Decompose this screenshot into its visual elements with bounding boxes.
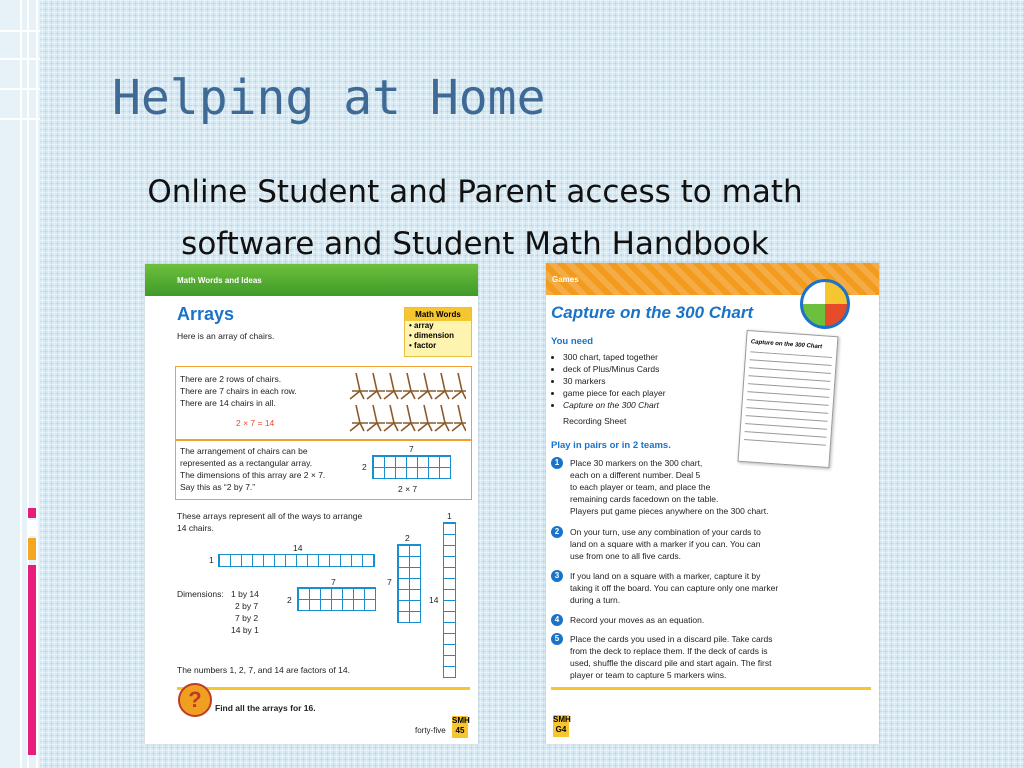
array-2x7	[372, 455, 451, 479]
page-header	[145, 264, 478, 296]
accent-bar	[28, 538, 36, 560]
handbook-page-arrays	[145, 264, 478, 744]
math-word: • dimension	[409, 331, 455, 340]
array-label: 2 × 7	[398, 484, 418, 494]
accent-bar	[28, 520, 36, 536]
list-item: • 300 chart, taped together	[563, 351, 666, 363]
slide-subtitle	[90, 166, 860, 270]
array-label: 1	[447, 511, 452, 521]
array-1x14	[218, 554, 375, 567]
subtitle-line: Online Student and Parent access to math	[147, 174, 803, 210]
decor-line	[0, 58, 40, 60]
list-item: • Capture on the 300 Chart	[563, 399, 666, 411]
dimension-item: 7 by 2	[235, 613, 259, 623]
decor-line	[0, 118, 40, 120]
divider	[177, 687, 470, 690]
page-title: Capture on the 300 Chart	[551, 303, 754, 322]
dimension-item: 2 by 7	[235, 601, 259, 611]
box-text: There are 14 chairs in all.	[180, 398, 276, 408]
smh-label: SMH	[553, 715, 571, 724]
list-item: • 30 markers	[563, 375, 666, 387]
decor-line	[36, 0, 38, 768]
handbook-page-game	[546, 263, 879, 744]
page-number: G4	[555, 725, 567, 734]
sheet-title: Capture on the 300 Chart	[750, 339, 823, 351]
dimension-item: 1 by 14	[231, 589, 259, 599]
question-icon: ?	[178, 683, 212, 717]
step-number: 1	[551, 457, 563, 469]
page-number-badge	[452, 716, 468, 738]
page-header-label: Math Words and Ideas	[177, 276, 262, 285]
arrays-intro: 14 chairs.	[177, 523, 214, 533]
step-text: Place the cards you used in a discard pile. Take cards from the deck to replace them. If the deck of cards is used, shuffle the discard pile and start again. The first player or team to capture 5 markers wins.	[570, 634, 773, 680]
accent-bar	[28, 565, 36, 755]
array-label: 7	[331, 577, 336, 587]
box-text: There are 7 chairs in each row.	[180, 386, 297, 396]
array-7x2	[397, 544, 421, 623]
math-words-heading: Math Words	[405, 308, 471, 321]
page-number-text: forty-five	[415, 726, 446, 735]
slide-title: Helping at Home	[112, 70, 546, 126]
step-number: 3	[551, 570, 563, 582]
box-text: There are 2 rows of chairs.	[180, 374, 282, 384]
array-label: 7	[387, 577, 392, 587]
recording-sheet-image	[738, 330, 839, 468]
dimensions-label: Dimensions:	[177, 589, 224, 599]
step-number: 5	[551, 633, 563, 645]
dimension-item: 14 by 1	[231, 625, 259, 635]
page-number-badge	[553, 715, 569, 737]
chairs-box	[175, 366, 472, 440]
subtitle-line: software and Student Math Handbook	[181, 226, 769, 262]
box-text: Say this as “2 by 7.”	[180, 482, 256, 492]
step-number: 4	[551, 614, 563, 626]
question-text: Find all the arrays for 16.	[215, 703, 316, 713]
equation: 2 × 7 = 14	[236, 418, 275, 428]
chairs-illustration	[346, 369, 466, 437]
step-text: On your turn, use any combination of your cards to land on a square with a marker if you can. You can use from one to all five cards.	[570, 527, 761, 561]
decor-line	[0, 30, 40, 32]
array-label: 1	[209, 555, 214, 565]
divider	[551, 687, 871, 690]
step-text: Record your moves as an equation.	[570, 615, 705, 625]
spinner-icon	[800, 279, 850, 329]
box-text: The arrangement of chairs can be	[180, 446, 308, 456]
list-item: • game piece for each player	[563, 387, 666, 399]
array-label: 14	[293, 543, 303, 553]
step-text: If you land on a square with a marker, capture it by taking it off the board. You can capture only one marker during a turn.	[570, 571, 779, 605]
math-words-box	[404, 307, 472, 357]
accent-bar	[28, 508, 36, 518]
intro-text: Here is an array of chairs.	[177, 331, 275, 341]
array-box	[175, 440, 472, 500]
array-label: 2	[287, 595, 292, 605]
materials-list	[551, 351, 666, 411]
array-2x7	[297, 587, 376, 611]
play-heading: Play in pairs or in 2 teams.	[551, 440, 671, 451]
step-text: Place 30 markers on the 300 chart, each on a different number. Deal 5 to each player or team, and place the remaining cards facedown on the table. Players put game pieces anywhere on the 300 chart.	[570, 458, 769, 516]
you-need-heading: You need	[551, 336, 594, 347]
page-title: Arrays	[177, 304, 235, 324]
list-item: • deck of Plus/Minus Cards	[563, 363, 666, 375]
arrays-intro: These arrays represent all of the ways to arrange	[177, 511, 363, 521]
smh-label: SMH	[452, 716, 470, 725]
page-header-label: Games	[552, 275, 579, 284]
math-word: • array	[409, 321, 434, 330]
array-label: 7	[409, 444, 414, 454]
sheet-lines	[744, 351, 832, 447]
array-label: 2	[405, 533, 410, 543]
page-number: 45	[455, 726, 465, 735]
box-text: represented as a rectangular array.	[180, 458, 313, 468]
array-14x1	[443, 522, 456, 678]
decor-line	[20, 0, 22, 768]
decor-line	[0, 88, 40, 90]
list-item-continued: Recording Sheet	[563, 416, 627, 426]
step-number: 2	[551, 526, 563, 538]
box-text: The dimensions of this array are 2 × 7.	[180, 470, 326, 480]
array-label: 2	[362, 462, 367, 472]
factors-line: The numbers 1, 2, 7, and 14 are factors of 14.	[177, 665, 350, 675]
array-label: 14	[429, 595, 439, 605]
math-word: • factor	[409, 341, 437, 350]
